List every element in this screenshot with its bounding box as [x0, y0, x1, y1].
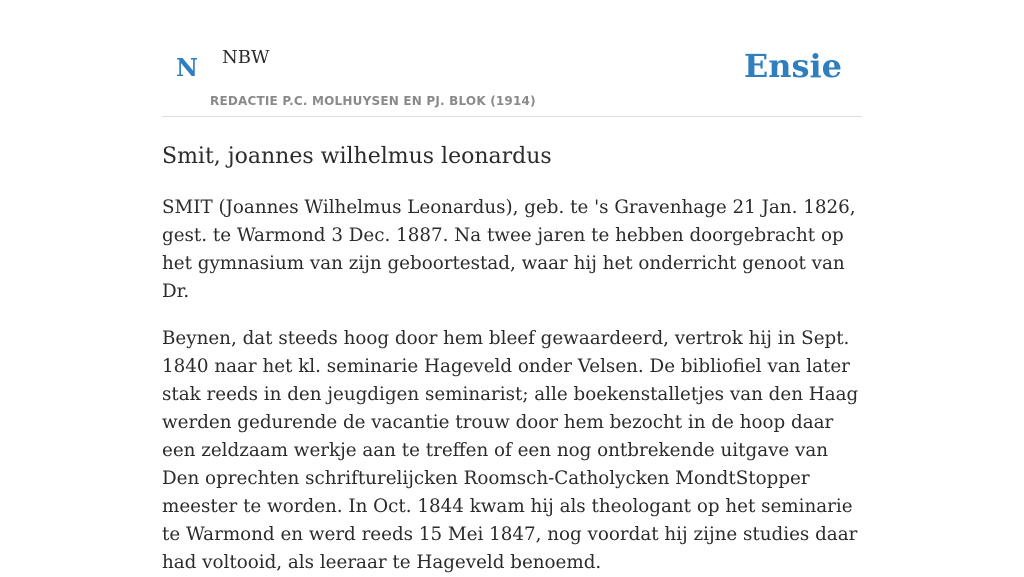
- source-logo[interactable]: N: [176, 53, 198, 82]
- source-name[interactable]: NBW: [222, 47, 270, 68]
- article-paragraph: SMIT (Joannes Wilhelmus Leonardus), geb. te 's Gravenhage 21 Jan. 1826, gest. te Warmond 3 Dec. 1887. Na twee jaren te hebben doorgebracht op het gymnasium van zijn geboortestad, waar hij het onderricht genoot van Dr.: [162, 196, 856, 302]
- page: [162, 0, 862, 577]
- article-paragraph: Beynen, dat steeds hoog door hem bleef gewaardeerd, vertrok hij in Sept. 1840 naar het kl. seminarie Hageveld onder Velsen. De bibliofiel van later stak reeds in den jeugdigen seminarist; alle boekenstalletjes van den Haag werden gedurende de vacantie trouw door hem bezocht in de hoop daar een zeldzaam werkje aan te treffen of een nog ontbrekende uitgave van Den oprechten schriftureliјcken Roomsch-Catholycken MondtStopper meester te worden. In Oct. 1844 kwam hij als theologant op het seminarie te Warmond en werd reeds 15 Mei 1847, nog voordat hij zijne studies daar had voltooid, als leeraar te Hageveld benoemd.: [162, 327, 859, 573]
- source-subtitle: REDACTIE P.C. MOLHUYSEN EN PJ. BLOK (1914): [210, 94, 536, 108]
- header: [162, 0, 862, 117]
- brand-logo[interactable]: Ensie: [743, 47, 842, 85]
- page-title: Smit, joannes wilhelmus leonardus: [162, 144, 552, 169]
